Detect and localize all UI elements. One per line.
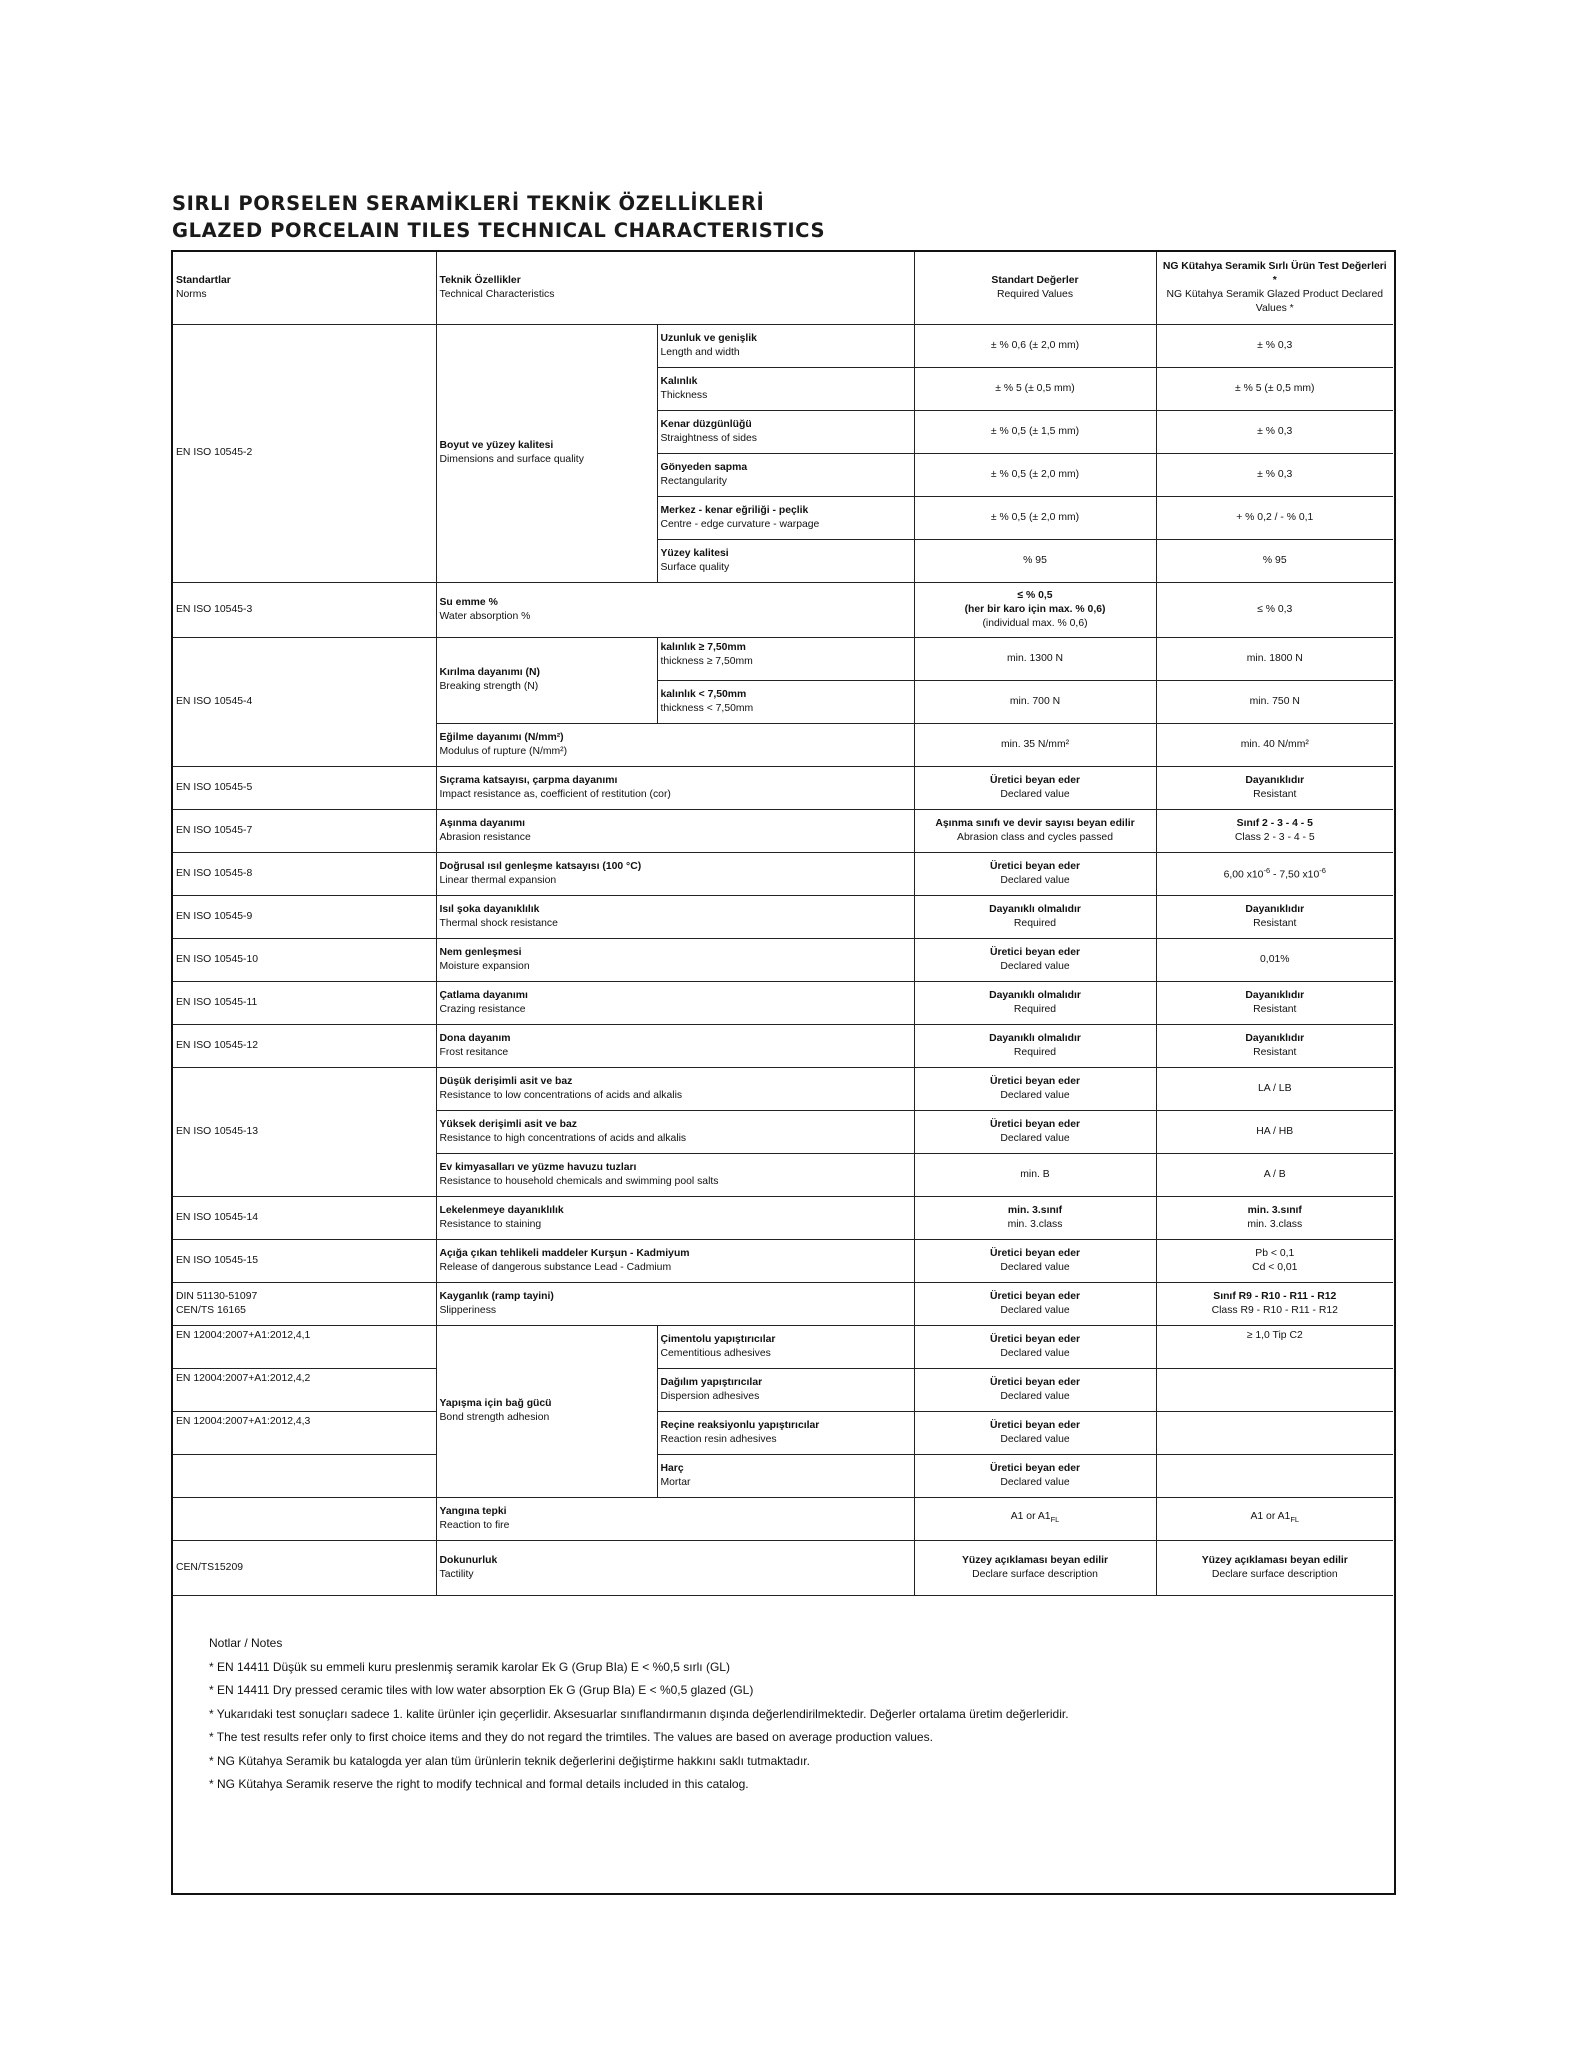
header-row bbox=[173, 252, 1393, 324]
declared-cell: % 95 bbox=[1156, 539, 1393, 582]
sub-char-cell: Merkez - kenar eğriliği - peçlik Centre - edge curvature - warpage bbox=[657, 496, 914, 539]
table-row bbox=[173, 766, 1393, 809]
table-row bbox=[173, 582, 1393, 637]
required-cell: Üretici beyan eder Declared value bbox=[914, 938, 1156, 981]
declared-cell: ± % 0,3 bbox=[1156, 410, 1393, 453]
required-cell: Dayanıklı olmalıdır Required bbox=[914, 1024, 1156, 1067]
norm-cell: EN ISO 10545-11 bbox=[173, 981, 436, 1024]
note-line: * EN 14411 Düşük su emmeli kuru preslenmiş seramik karolar Ek G (Grup BIa) E < %0,5 sırlı (GL) bbox=[209, 1659, 730, 1674]
norm-cell: EN ISO 10545-2 bbox=[173, 324, 436, 582]
declared-cell: Yüzey açıklaması beyan edilir Declare surface description bbox=[1156, 1540, 1393, 1595]
char-cell: Ev kimyasalları ve yüzme havuzu tuzları Resistance to household chemicals and swimming pool salts bbox=[436, 1153, 914, 1196]
norm-cell: EN ISO 10545-12 bbox=[173, 1024, 436, 1067]
required-cell: Üretici beyan eder Declared value bbox=[914, 1325, 1156, 1368]
table-row bbox=[173, 1067, 1393, 1110]
declared-cell: Sınıf R9 - R10 - R11 - R12 Class R9 - R10 - R11 - R12 bbox=[1156, 1282, 1393, 1325]
sub-char-cell: Gönyeden sapma Rectangularity bbox=[657, 453, 914, 496]
declared-cell: Dayanıklıdır Resistant bbox=[1156, 981, 1393, 1024]
norm-cell: EN ISO 10545-5 bbox=[173, 766, 436, 809]
char-cell: Yüksek derişimli asit ve baz Resistance to high concentrations of acids and alkalis bbox=[436, 1110, 914, 1153]
group-cell: Kırılma dayanımı (N) Breaking strength (N) bbox=[436, 637, 657, 723]
required-cell: Dayanıklı olmalıdır Required bbox=[914, 981, 1156, 1024]
required-cell: ≤ % 0,5 (her bir karo için max. % 0,6) (individual max. % 0,6) bbox=[914, 582, 1156, 637]
char-cell: Aşınma dayanımı Abrasion resistance bbox=[436, 809, 914, 852]
char-cell: Çatlama dayanımı Crazing resistance bbox=[436, 981, 914, 1024]
norm-cell: EN ISO 10545-8 bbox=[173, 852, 436, 895]
table-row bbox=[173, 1368, 1393, 1411]
declared-cell: min. 3.sınıf min. 3.class bbox=[1156, 1196, 1393, 1239]
header-required: Standart Değerler Required Values bbox=[914, 252, 1156, 324]
declared-cell: Dayanıklıdır Resistant bbox=[1156, 766, 1393, 809]
table-row bbox=[173, 637, 1393, 680]
required-cell: ± % 0,5 (± 1,5 mm) bbox=[914, 410, 1156, 453]
required-cell: Üretici beyan eder Declared value bbox=[914, 852, 1156, 895]
declared-cell: + % 0,2 / - % 0,1 bbox=[1156, 496, 1393, 539]
notes-heading: Notlar / Notes bbox=[209, 1636, 283, 1650]
norm-cell: EN ISO 10545-9 bbox=[173, 895, 436, 938]
norm-cell: EN ISO 10545-13 bbox=[173, 1067, 436, 1196]
required-cell: Yüzey açıklaması beyan edilir Declare surface description bbox=[914, 1540, 1156, 1595]
table-row bbox=[173, 1325, 1393, 1368]
table-row bbox=[173, 1196, 1393, 1239]
required-cell: min. 1300 N bbox=[914, 637, 1156, 680]
table-row bbox=[173, 324, 1393, 367]
declared-cell: 6,00 $x10^{-6} - 7,50$ $x10^{-6}$ bbox=[1156, 852, 1393, 895]
norm-cell: EN ISO 10545-4 bbox=[173, 637, 436, 766]
note-line: * EN 14411 Dry pressed ceramic tiles with low water absorption Ek G (Grup BIa) E < %0,5 glazed (GL) bbox=[209, 1683, 754, 1697]
header-declared: NG Kütahya Seramik Sırlı Ürün Test Değerleri * NG Kütahya Seramik Glazed Product Declared Values * bbox=[1156, 252, 1393, 324]
declared-cell: A1 or $A1_{FL}$ bbox=[1156, 1497, 1393, 1540]
sub-char-cell: Çimentolu yapıştırıcılar Cementitious adhesives bbox=[657, 1325, 914, 1368]
header-norm: Standartlar Norms bbox=[173, 252, 436, 324]
required-cell: A1 or $A1_{FL}$ bbox=[914, 1497, 1156, 1540]
declared-cell bbox=[1156, 1368, 1393, 1411]
sub-char-cell: Yüzey kalitesi Surface quality bbox=[657, 539, 914, 582]
notes-section bbox=[209, 1632, 1069, 1797]
char-cell: Düşük derişimli asit ve baz Resistance to low concentrations of acids and alkalis bbox=[436, 1067, 914, 1110]
declared-cell: min. 1800 N bbox=[1156, 637, 1393, 680]
norm-cell: EN 12004:2007+A1:2012,4,3 bbox=[173, 1411, 436, 1454]
norm-cell: EN 12004:2007+A1:2012,4,2 bbox=[173, 1368, 436, 1411]
char-cell: Isıl şoka dayanıklılık Thermal shock resistance bbox=[436, 895, 914, 938]
table-row bbox=[173, 938, 1393, 981]
table-row bbox=[173, 1282, 1393, 1325]
note-line: * NG Kütahya Seramik bu katalogda yer alan tüm ürünlerin teknik değerlerini değiştirme hakkını saklı tutmaktadır. bbox=[209, 1753, 810, 1768]
sub-char-cell: Reçine reaksiyonlu yapıştırıcılar Reaction resin adhesives bbox=[657, 1411, 914, 1454]
char-cell: Doğrusal ısıl genleşme katsayısı (100 °C) Linear thermal expansion bbox=[436, 852, 914, 895]
sub-char-cell: Kenar düzgünlüğü Straightness of sides bbox=[657, 410, 914, 453]
table-row bbox=[173, 1239, 1393, 1282]
declared-cell bbox=[1156, 1411, 1393, 1454]
declared-cell: HA / HB bbox=[1156, 1110, 1393, 1153]
required-cell: Üretici beyan eder Declared value bbox=[914, 1110, 1156, 1153]
required-cell: Üretici beyan eder Declared value bbox=[914, 766, 1156, 809]
norm-cell bbox=[173, 1497, 436, 1540]
table-row bbox=[173, 852, 1393, 895]
char-cell: Eğilme dayanımı (N/mm²) Modulus of rupture (N/mm²) bbox=[436, 723, 914, 766]
char-cell: Yangına tepki Reaction to fire bbox=[436, 1497, 914, 1540]
required-cell: ± % 0,5 (± 2,0 mm) bbox=[914, 453, 1156, 496]
sub-char-cell: Dağılım yapıştırıcılar Dispersion adhesives bbox=[657, 1368, 914, 1411]
group-cell: Yapışma için bağ gücü Bond strength adhesion bbox=[436, 1325, 657, 1497]
note-line: * The test results refer only to first choice items and they do not regard the trimtiles. The values are based on average production values. bbox=[209, 1730, 933, 1744]
required-cell: Üretici beyan eder Declared value bbox=[914, 1454, 1156, 1497]
char-cell: Kayganlık (ramp tayini) Slipperiness bbox=[436, 1282, 914, 1325]
required-cell: Üretici beyan eder Declared value bbox=[914, 1368, 1156, 1411]
required-cell: Üretici beyan eder Declared value bbox=[914, 1239, 1156, 1282]
required-cell: min. 3.sınıf min. 3.class bbox=[914, 1196, 1156, 1239]
sub-char-cell: Harç Mortar bbox=[657, 1454, 914, 1497]
note-line: * Yukarıdaki test sonuçları sadece 1. kalite ürünler için geçerlidir. Aksesuarlar sınıflandırmanın dışında değerlendirilmektedir. Değerler ortalama üretim değerleridir. bbox=[209, 1706, 1069, 1721]
required-cell: Üretici beyan eder Declared value bbox=[914, 1067, 1156, 1110]
required-cell: Üretici beyan eder Declared value bbox=[914, 1282, 1156, 1325]
norm-cell: EN ISO 10545-7 bbox=[173, 809, 436, 852]
char-cell: Dokunurluk Tactility bbox=[436, 1540, 914, 1595]
norm-cell: EN ISO 10545-15 bbox=[173, 1239, 436, 1282]
page-title-en: GLAZED PORCELAIN TILES TECHNICAL CHARACTERISTICS bbox=[172, 219, 826, 242]
table-row bbox=[173, 1497, 1393, 1540]
required-cell: Dayanıklı olmalıdır Required bbox=[914, 895, 1156, 938]
norm-cell: EN ISO 10545-14 bbox=[173, 1196, 436, 1239]
char-cell: Lekelenmeye dayanıklılık Resistance to staining bbox=[436, 1196, 914, 1239]
norm-cell: EN ISO 10545-10 bbox=[173, 938, 436, 981]
norm-cell: CEN/TS15209 bbox=[173, 1540, 436, 1595]
required-cell: min. 700 N bbox=[914, 680, 1156, 723]
required-cell: % 95 bbox=[914, 539, 1156, 582]
declared-cell: 0,01% bbox=[1156, 938, 1393, 981]
note-line: * NG Kütahya Seramik reserve the right to modify technical and formal details included in this catalog. bbox=[209, 1777, 749, 1791]
sub-char-cell: kalınlık ≥ 7,50mm thickness ≥ 7,50mm bbox=[657, 637, 914, 680]
declared-cell: ≥ 1,0 Tip C2 bbox=[1156, 1325, 1393, 1368]
declared-cell: min. 750 N bbox=[1156, 680, 1393, 723]
table-row bbox=[173, 895, 1393, 938]
table-row bbox=[173, 1024, 1393, 1067]
char-cell: Açığa çıkan tehlikeli maddeler Kurşun - Kadmiyum Release of dangerous substance Lead - Cadmium bbox=[436, 1239, 914, 1282]
title-block bbox=[172, 190, 825, 244]
table-row bbox=[173, 1454, 1393, 1497]
page-title-tr: SIRLI PORSELEN SERAMİKLERİ TEKNİK ÖZELLİKLERİ bbox=[172, 192, 765, 215]
char-cell: Dona dayanım Frost resitance bbox=[436, 1024, 914, 1067]
group-cell: Boyut ve yüzey kalitesi Dimensions and surface quality bbox=[436, 324, 657, 582]
declared-cell: LA / LB bbox=[1156, 1067, 1393, 1110]
declared-cell: Dayanıklıdır Resistant bbox=[1156, 895, 1393, 938]
norm-cell: EN ISO 10545-3 bbox=[173, 582, 436, 637]
required-cell: min. B bbox=[914, 1153, 1156, 1196]
declared-cell: min. 40 N/mm² bbox=[1156, 723, 1393, 766]
declared-cell: ± % 5 (± 0,5 mm) bbox=[1156, 367, 1393, 410]
declared-cell: Dayanıklıdır Resistant bbox=[1156, 1024, 1393, 1067]
spec-table-frame bbox=[171, 250, 1396, 1895]
declared-cell: Pb < 0,1 Cd < 0,01 bbox=[1156, 1239, 1393, 1282]
required-cell: Aşınma sınıfı ve devir sayısı beyan edilir Abrasion class and cycles passed bbox=[914, 809, 1156, 852]
norm-cell bbox=[173, 1454, 436, 1497]
required-cell: ± % 0,6 (± 2,0 mm) bbox=[914, 324, 1156, 367]
norm-cell: DIN 51130-51097 CEN/TS 16165 bbox=[173, 1282, 436, 1325]
required-cell: Üretici beyan eder Declared value bbox=[914, 1411, 1156, 1454]
sub-char-cell: Uzunluk ve genişlik Length and width bbox=[657, 324, 914, 367]
table-row bbox=[173, 809, 1393, 852]
char-cell: Su emme % Water absorption % bbox=[436, 582, 914, 637]
required-cell: min. 35 N/mm² bbox=[914, 723, 1156, 766]
declared-cell bbox=[1156, 1454, 1393, 1497]
required-cell: ± % 5 (± 0,5 mm) bbox=[914, 367, 1156, 410]
table-row bbox=[173, 1411, 1393, 1454]
declared-cell: ± % 0,3 bbox=[1156, 453, 1393, 496]
sub-char-cell: Kalınlık Thickness bbox=[657, 367, 914, 410]
char-cell: Sıçrama katsayısı, çarpma dayanımı Impact resistance as, coefficient of restitution (cor) bbox=[436, 766, 914, 809]
required-cell: ± % 0,5 (± 2,0 mm) bbox=[914, 496, 1156, 539]
char-cell: Nem genleşmesi Moisture expansion bbox=[436, 938, 914, 981]
header-characteristics: Teknik Özellikler Technical Characteristics bbox=[436, 252, 914, 324]
table-row bbox=[173, 981, 1393, 1024]
norm-cell: EN 12004:2007+A1:2012,4,1 bbox=[173, 1325, 436, 1368]
table-row bbox=[173, 1540, 1393, 1595]
declared-cell: Sınıf 2 - 3 - 4 - 5 Class 2 - 3 - 4 - 5 bbox=[1156, 809, 1393, 852]
declared-cell: ± % 0,3 bbox=[1156, 324, 1393, 367]
sub-char-cell: kalınlık < 7,50mm thickness < 7,50mm bbox=[657, 680, 914, 723]
spec-table bbox=[173, 252, 1393, 1596]
declared-cell: A / B bbox=[1156, 1153, 1393, 1196]
declared-cell: ≤ % 0,3 bbox=[1156, 582, 1393, 637]
